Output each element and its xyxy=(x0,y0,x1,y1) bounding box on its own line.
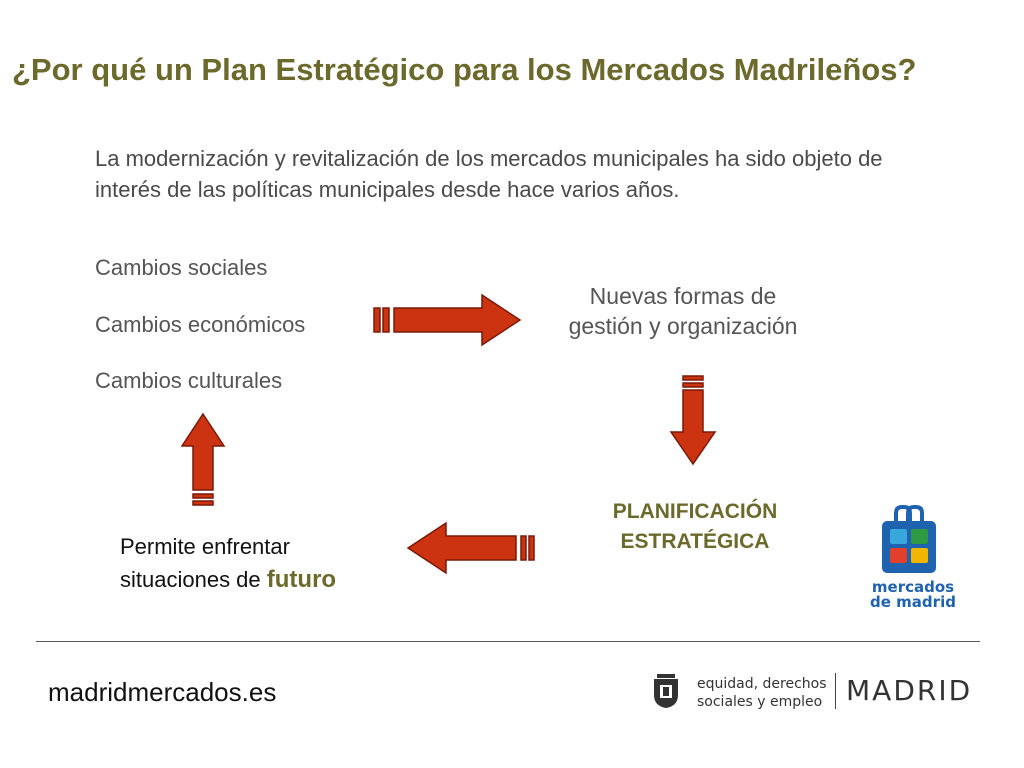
arrow-right-icon xyxy=(372,292,524,350)
madrid-crest-icon xyxy=(652,673,680,709)
footer-divider xyxy=(36,641,980,642)
logo-line-2: de madrid xyxy=(870,593,956,611)
planning-line-1: PLANIFICACIÓN xyxy=(612,500,778,523)
footer-separator xyxy=(835,673,836,709)
cause-cultural: Cambios culturales xyxy=(95,368,283,393)
future-text xyxy=(120,530,336,596)
new-forms-line-2: gestión y organización xyxy=(568,313,798,339)
future-line-1: Permite enfrentar xyxy=(120,534,290,559)
new-forms-text xyxy=(548,281,818,341)
department-line-1: equidad, derechos xyxy=(697,676,827,692)
future-emphasis: futuro xyxy=(266,566,337,593)
logo-text xyxy=(858,580,968,610)
intro-paragraph: La modernización y revitalización de los mercados municipales ha sido objeto de interés de las políticas municipales desde hace varios años. xyxy=(95,146,883,202)
department-line-2: sociales y empleo xyxy=(697,694,823,710)
planning-line-2: ESTRATÉGICA xyxy=(620,530,770,553)
logo-line-1: mercados xyxy=(871,578,955,596)
arrow-up-icon xyxy=(180,412,226,508)
planning-text xyxy=(560,497,830,557)
future-line-2 xyxy=(120,563,336,596)
website-link[interactable]: madridmercados.es xyxy=(48,677,277,707)
arrow-left-icon xyxy=(404,520,536,578)
shopping-bag-icon xyxy=(878,505,940,577)
slide-title: ¿Por qué un Plan Estratégico para los Mercados Madrileños? xyxy=(12,52,917,87)
cause-economic: Cambios económicos xyxy=(95,312,306,337)
arrow-down-icon xyxy=(669,374,719,468)
cause-social: Cambios sociales xyxy=(95,255,268,280)
future-line-2-prefix: situaciones de xyxy=(120,567,267,592)
city-name: MADRID xyxy=(846,674,973,707)
new-forms-line-1: Nuevas formas de xyxy=(589,283,777,309)
department-name xyxy=(697,675,827,711)
